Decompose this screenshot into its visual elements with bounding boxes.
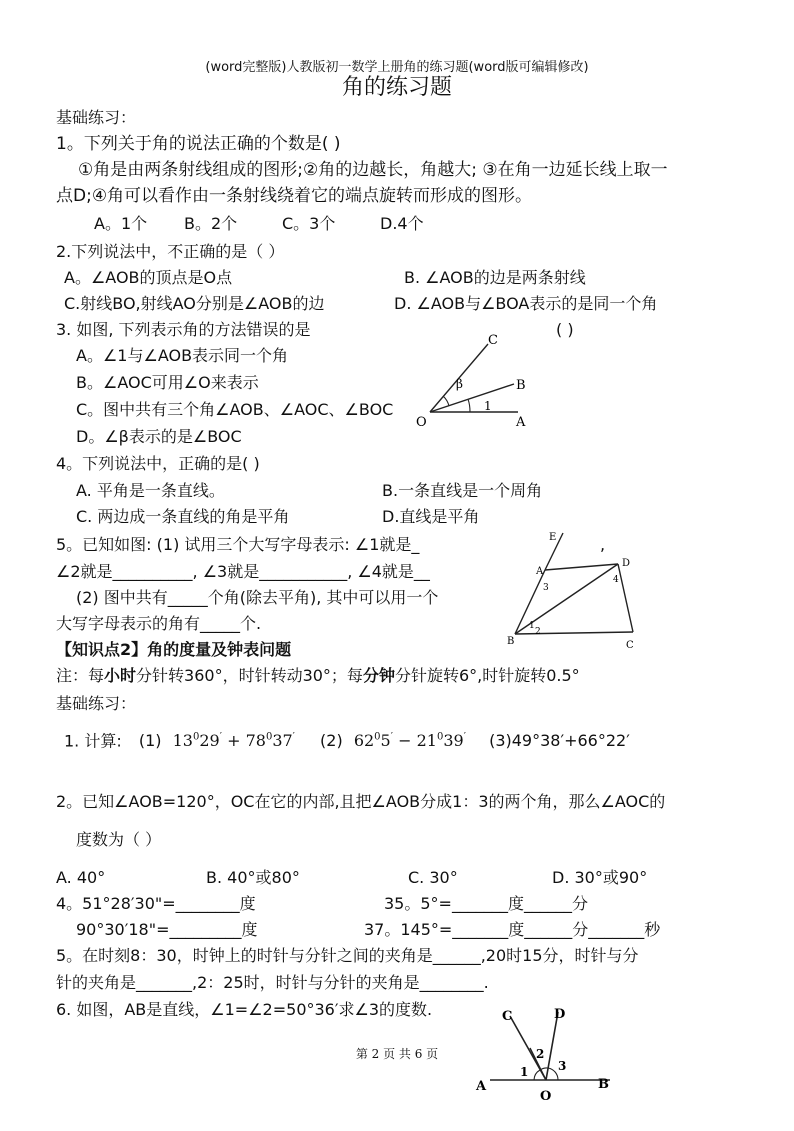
q5-line4: 大写字母表示的角有_____个. [56, 614, 262, 633]
note-text: 分针转360°，时针转动30°；每 [136, 666, 363, 685]
q4-option-d: D.直线是平角 [382, 507, 480, 526]
calc-line [64, 728, 630, 751]
q1-option-c: C。3个 [282, 214, 336, 233]
operator: − [398, 731, 412, 751]
value: 37 [272, 731, 293, 751]
label-angle-2: 2 [536, 1047, 545, 1061]
value: 21 [416, 731, 437, 751]
label-b: B [516, 378, 526, 393]
segment-ad [545, 564, 618, 570]
label-angle-4: 4 [613, 575, 619, 585]
q1-line3: 点D;④角可以看作由一条射线绕着它的端点旋转而形成的图形。 [56, 186, 533, 206]
q4-option-b: B.一条直线是一个周角 [382, 481, 543, 500]
q2-option-d: D. ∠AOB与∠BOA表示的是同一个角 [394, 294, 658, 313]
value: 62 [353, 731, 375, 751]
q3-angle-figure [410, 328, 540, 432]
label-angle-1: 1 [520, 1065, 529, 1079]
q6-option-c: C. 30° [408, 868, 458, 887]
value: 29 [199, 731, 220, 751]
knowledge-point-title: 【知识点2】角的度量及钟表问题 [56, 640, 292, 659]
note-bold-hour: 小时 [104, 666, 137, 685]
label-angle-1: 1 [484, 399, 492, 413]
q6-option-d: D. 30°或90° [552, 868, 648, 887]
label-beta: β [456, 377, 463, 391]
label-angle-2: 2 [535, 627, 541, 637]
degree-mark: 0 [436, 732, 444, 743]
q6-line1: 2。已知∠AOB=120°，OC在它的内部,且把∠AOB分成1：3的两个角，那么∠AOC的 [56, 792, 666, 811]
q2-option-a: A。∠AOB的顶点是O点 [64, 268, 233, 287]
q3-stem: 3. 如图, 下列表示角的方法错误的是 [56, 320, 311, 339]
calc-part-3: (3)49°38′+66°22′ [489, 731, 630, 751]
q1-option-a: A。1个 [94, 214, 148, 233]
q5-line1-tail: , [600, 535, 606, 554]
label-d: D [622, 558, 631, 569]
q7-part-b: 35。5°=_______度______分 [384, 894, 588, 913]
note-bold-minute: 分钟 [362, 666, 395, 685]
label-angle-1: 1 [529, 621, 535, 631]
label-c: C [502, 1009, 513, 1024]
q2-stem: 2.下列说法中，不正确的是（ ） [56, 242, 285, 261]
value: 39 [443, 731, 464, 751]
q4-option-c: C. 两边成一条直线的角是平角 [76, 507, 290, 526]
q9-line1: 6. 如图，AB是直线，∠1=∠2=50°36′求∠3的度数. [56, 1000, 433, 1019]
angle-beta-arc [443, 396, 449, 406]
q7-part-d: 37。145°=_______度______分_______秒 [364, 920, 661, 939]
label-o: O [540, 1089, 552, 1104]
calc-part-2-number: (2) [320, 731, 343, 751]
minute-mark: ′ [463, 732, 466, 743]
q3-option-b: B。∠AOC可用∠O来表示 [76, 373, 259, 392]
section-label: 基础练习： [56, 694, 137, 713]
q2-option-c: C.射线BO,射线AO分别是∠AOB的边 [64, 294, 325, 313]
note-text: 分针旋转6°,时针旋转0.5° [394, 666, 580, 685]
q3-option-a: A。∠1与∠AOB表示同一个角 [76, 346, 289, 365]
note-text: 注：每 [56, 666, 105, 685]
operator: + [227, 731, 241, 751]
q7-part-c: 90°30′18"=_________度 [76, 920, 258, 939]
angle-1-arc [468, 399, 470, 412]
q3-option-d: D。∠β表示的是∠BOC [76, 427, 242, 446]
label-b: B [507, 636, 515, 647]
segment-dc [618, 564, 633, 632]
q5-line1: 5。已知如图: (1) 试用三个大写字母表示: ∠1就是_ [56, 535, 420, 554]
q4-option-a: A. 平角是一条直线。 [76, 481, 225, 500]
q1-line2: ①角是由两条射线组成的图形;②角的边越长，角越大; ③在角一边延长线上取一 [78, 160, 668, 180]
label-o: O [416, 415, 427, 430]
q7-part-a: 4。51°28′30"=________度 [56, 894, 256, 913]
label-angle-3: 3 [558, 1059, 567, 1073]
q3-answer-paren: ( ) [556, 320, 574, 339]
q1-option-d: D.4个 [380, 214, 424, 233]
q1-stem: 1。下列关于角的说法正确的个数是( ) [56, 134, 341, 154]
q6-option-b: B. 40°或80° [206, 868, 300, 887]
calc-label: 1. 计算: [64, 731, 122, 751]
degree-mark: 0 [192, 732, 200, 743]
q8-line2: 针的夹角是_______,2：25时，时针与分针的夹角是________. [56, 973, 489, 992]
calc-part-1-expression [173, 731, 295, 750]
document-header: (word完整版)人教版初一数学上册角的练习题(word版可编辑修改) [205, 60, 589, 75]
q5-quadrilateral-figure [505, 528, 650, 652]
degree-mark: 0 [374, 732, 381, 743]
label-angle-3: 3 [543, 583, 549, 593]
segment-bc [515, 632, 633, 634]
degree-mark: 0 [265, 732, 273, 743]
q5-line3: (2) 图中共有_____个角(除去平角), 其中可以用一个 [76, 588, 439, 607]
q5-line2: ∠2就是__________, ∠3就是___________, ∠4就是__ [56, 562, 430, 581]
q4-stem: 4。下列说法中，正确的是( ) [56, 454, 260, 473]
label-a: A [516, 415, 526, 430]
label-b: B [598, 1077, 609, 1092]
minute-mark: ′ [292, 732, 295, 743]
calc-part-2-expression [354, 731, 466, 750]
q3-option-c: C。图中共有三个角∠AOB、∠AOC、∠BOC [76, 400, 394, 419]
label-e: E [549, 532, 557, 543]
q6-line2: 度数为（ ） [76, 830, 162, 849]
value: 13 [172, 731, 193, 751]
q6-option-a: A. 40° [56, 868, 106, 887]
label-c: C [626, 640, 634, 651]
label-a: A [476, 1079, 487, 1094]
label-a: A [536, 566, 544, 577]
calc-part-1-number: (1) [138, 731, 162, 751]
minute-mark: ′ [219, 732, 222, 743]
q1-option-b: B。2个 [184, 214, 238, 233]
value: 5 [380, 731, 391, 751]
label-c: C [488, 333, 498, 348]
q8-line1: 5。在时刻8：30，时钟上的时针与分针之间的夹角是______,20时15分，时针与分 [56, 946, 639, 965]
value: 78 [245, 731, 266, 751]
page-title: 角的练习题 [341, 75, 452, 100]
minute-mark: ′ [390, 732, 394, 743]
label-d: D [554, 1007, 566, 1022]
knowledge-point-note [56, 666, 580, 686]
section-label: 基础练习： [56, 108, 137, 127]
q2-option-b: B. ∠AOB的边是两条射线 [404, 268, 586, 287]
page-footer: 第 2 页 共 6 页 [355, 1047, 439, 1061]
